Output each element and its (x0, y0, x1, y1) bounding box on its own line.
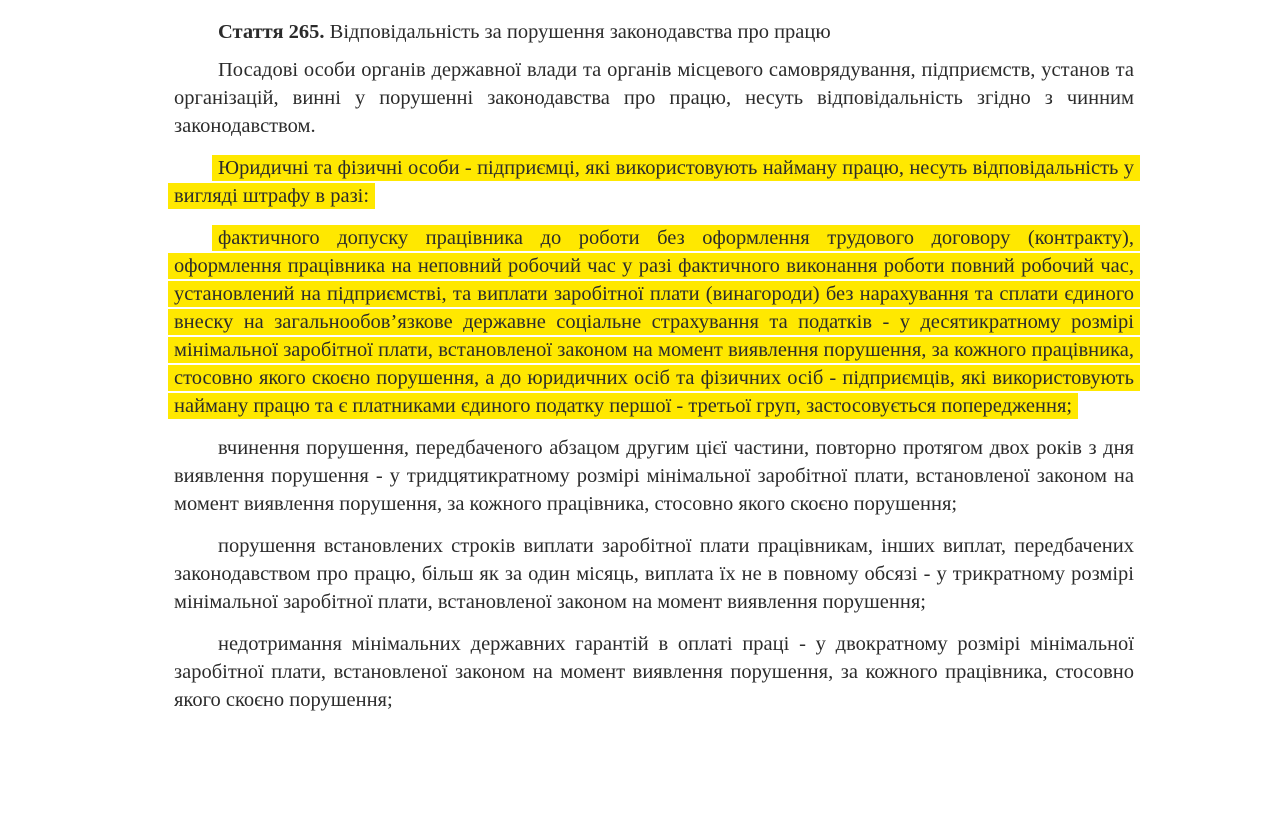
article-title: Відповідальність за порушення законодавства про працю (329, 21, 831, 43)
document-page (174, 12, 1134, 714)
article-heading (218, 18, 1134, 46)
paragraph-officials: Посадові особи органів державної влади та органів місцевого самоврядування, підприємств, установ та організацій, винні у порушенні законодавства про працю, несуть відповідальність згідно з чинним законодавством. (174, 59, 1134, 137)
paragraph-minimum-guarantees: недотримання мінімальних державних гарантій в оплаті праці - у двократному розмірі мінімальної заробітної плати, встановленої законом на момент виявлення порушення, за кожного працівника, стосовно якого скоєно порушення; (174, 633, 1134, 711)
highlighted-text: Юридичні та фізичні особи - підприємці, які використовують найману працю, несуть відповідальність у вигляді штрафу в разі: (174, 157, 1134, 207)
highlighted-text: фактичного допуску працівника до роботи без оформлення трудового договору (контракту), оформлення працівника на неповний робочий час у разі фактичного виконання роботи повний робочий час, установлений на підприємстві, та виплати заробітної плати (винагороди) без нарахування та сплати єдиного внеску на загальнообов’язкове державне соціальне страхування та податків - у десятикратному розмірі мінімальної заробітної плати, встановленої законом на момент виявлення порушення, за кожного працівника, стосовно якого скоєно порушення, а до юридичних осіб та фізичних осіб - підприємців, які використовують найману працю та є платниками єдиного податку першої - третьої груп, застосовується попередження; (174, 227, 1134, 417)
paragraph-late-payment: порушення встановлених строків виплати заробітної плати працівникам, інших виплат, передбачених законодавством про працю, більш як за один місяць, виплата їх не в повному обсязі - у трикратному розмірі мінімальної заробітної плати, встановленої законом на момент виявлення порушення; (174, 535, 1134, 613)
article-number: Стаття 265. (218, 21, 325, 43)
paragraph-entities-fine (174, 154, 1134, 210)
paragraph-repeat-violation: вчинення порушення, передбаченого абзацом другим цієї частини, повторно протягом двох років з дня виявлення порушення - у тридцятикратному розмірі мінімальної заробітної плати, встановленої законом на момент виявлення порушення, за кожного працівника, стосовно якого скоєно порушення; (174, 437, 1134, 515)
paragraph-undeclared-work (174, 224, 1134, 420)
